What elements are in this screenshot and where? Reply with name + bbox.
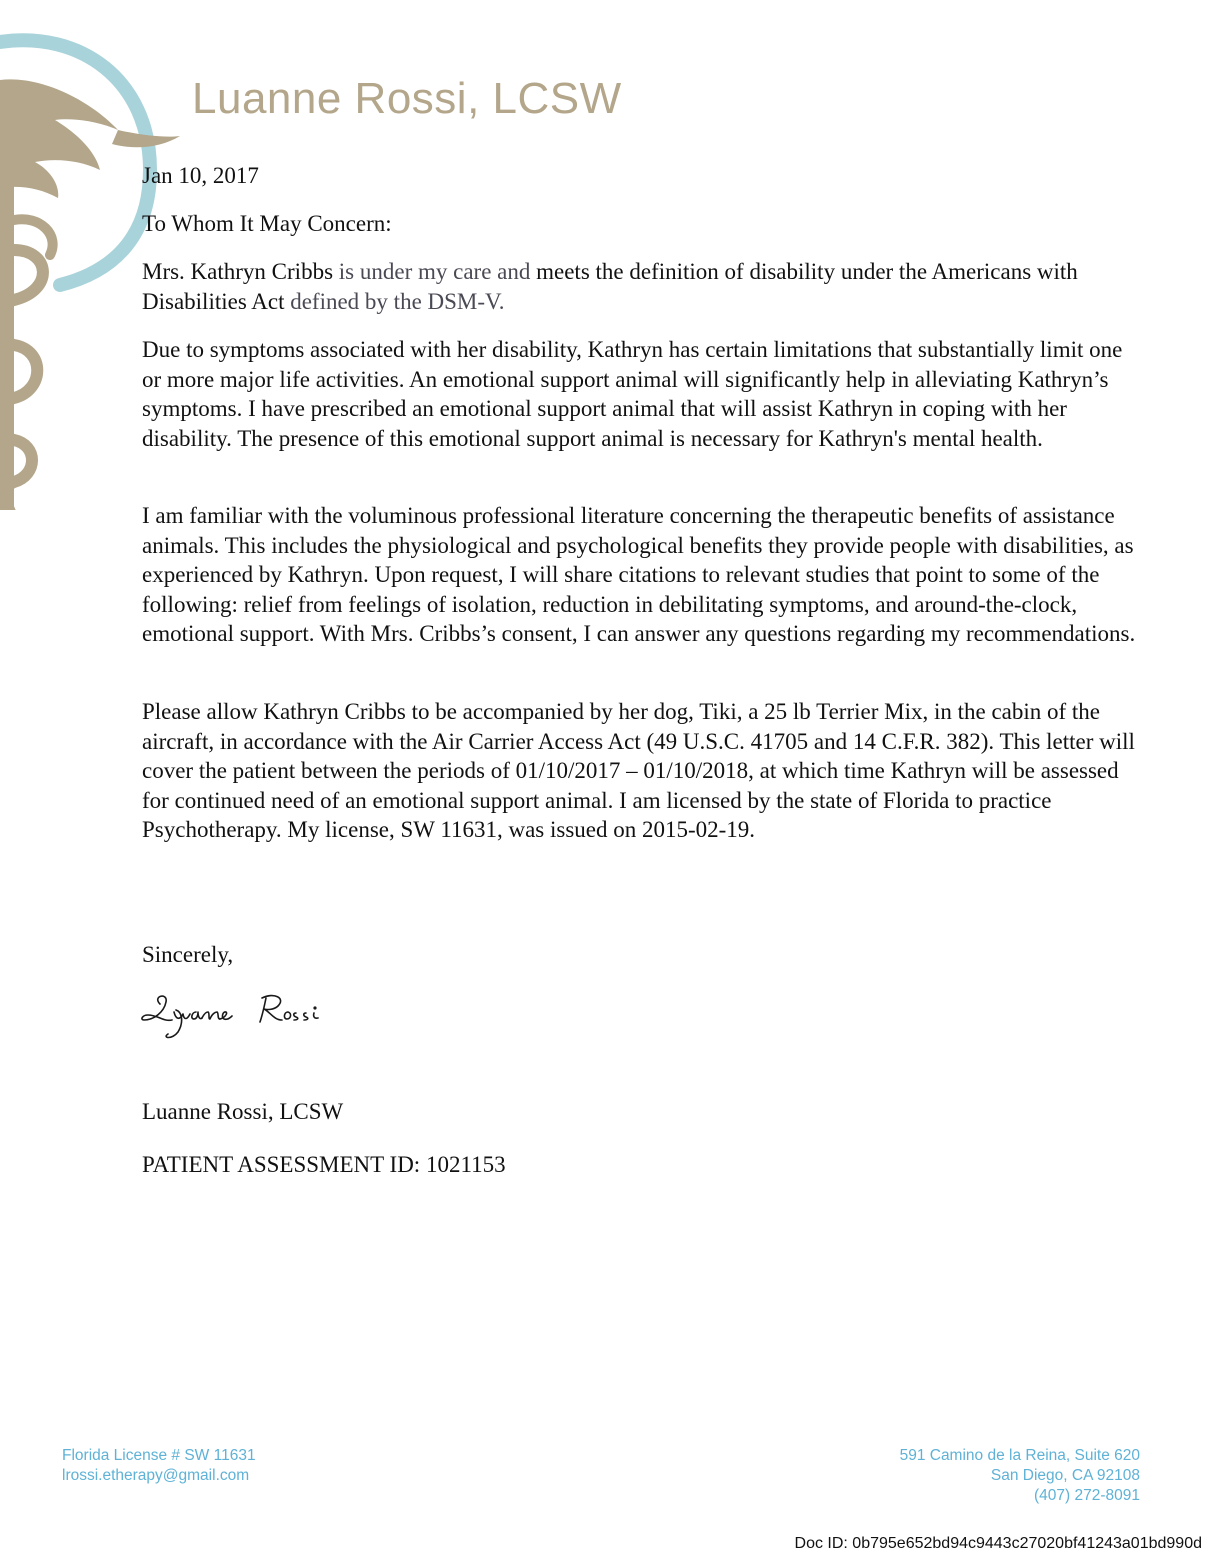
footer-license: Florida License # SW 11631 — [62, 1447, 256, 1464]
paragraph-4: Please allow Kathryn Cribbs to be accompanied by her dog, Tiki, a 25 lb Terrier Mix, in the cabin of the aircraft, in accordance with the Air Carrier Access Act (49 U.S.C. 41705 and 14 C.F.R. 382). This letter will cover the patient between the periods of 01/10/2017 – 01/10/2018, at which time Kathryn will be assessed for continued need of an emotional support animal. I am licensed by the state of Florida to practice Psychotherapy. My license, SW 11631, was issued on 2015-02-19. — [142, 699, 1135, 843]
salutation: To Whom It May Concern: — [142, 211, 392, 236]
footer-phone[interactable]: (407) 272-8091 — [1034, 1487, 1140, 1504]
letterhead-name: Luanne Rossi, LCSW — [192, 74, 622, 123]
signer-name: Luanne Rossi, LCSW — [142, 1099, 344, 1124]
footer-address-line1: 591 Camino de la Reina, Suite 620 — [899, 1447, 1140, 1464]
closing: Sincerely, — [142, 942, 234, 967]
paragraph-1-dsm: defined by the DSM-V. — [284, 288, 505, 314]
paragraph-1 — [142, 257, 1147, 316]
paragraph-3: I am familiar with the voluminous professional literature concerning the therapeutic benefits of assistance animals. This includes the physiological and psychological benefits they provide people with disabilities, as experienced by Kathryn. Upon request, I will share citations to relevant studies that point to some of the following: relief from feelings of isolation, reduction in debilitating symptoms, and around-the-clock, emotional support. With Mrs. Cribbs’s consent, I can answer any questions regarding my recommendations. — [142, 503, 1136, 647]
paragraph-1-care-phrase: is under my care and — [333, 259, 537, 284]
patient-assessment-id: PATIENT ASSESSMENT ID: 1021153 — [142, 1152, 506, 1177]
doc-id: Doc ID: 0b795e652bd94c9443c27020bf41243a01bd990d — [794, 1535, 1202, 1552]
paragraph-1-definition: meets the definition of disability under the Americans with Disabilities Act — [142, 259, 1078, 314]
paragraph-2: Due to symptoms associated with her disability, Kathryn has certain limitations that substantially limit one or more major life activities. An emotional support animal will significantly help in alleviating Kathryn’s symptoms. I have prescribed an emotional support animal that will assist Kathryn in coping with her disability. The presence of this emotional support animal is necessary for Kathryn's mental health. — [142, 337, 1123, 451]
footer-address-line2: San Diego, CA 92108 — [990, 1467, 1140, 1484]
letter-date: Jan 10, 2017 — [142, 163, 259, 188]
footer-contact-right — [900, 1446, 1140, 1506]
signature — [138, 982, 358, 1052]
footer-contact-left — [62, 1446, 256, 1486]
patient-name: Mrs. Kathryn Cribbs — [142, 259, 334, 284]
footer-email[interactable]: lrossi.etherapy@gmail.com — [62, 1467, 250, 1484]
